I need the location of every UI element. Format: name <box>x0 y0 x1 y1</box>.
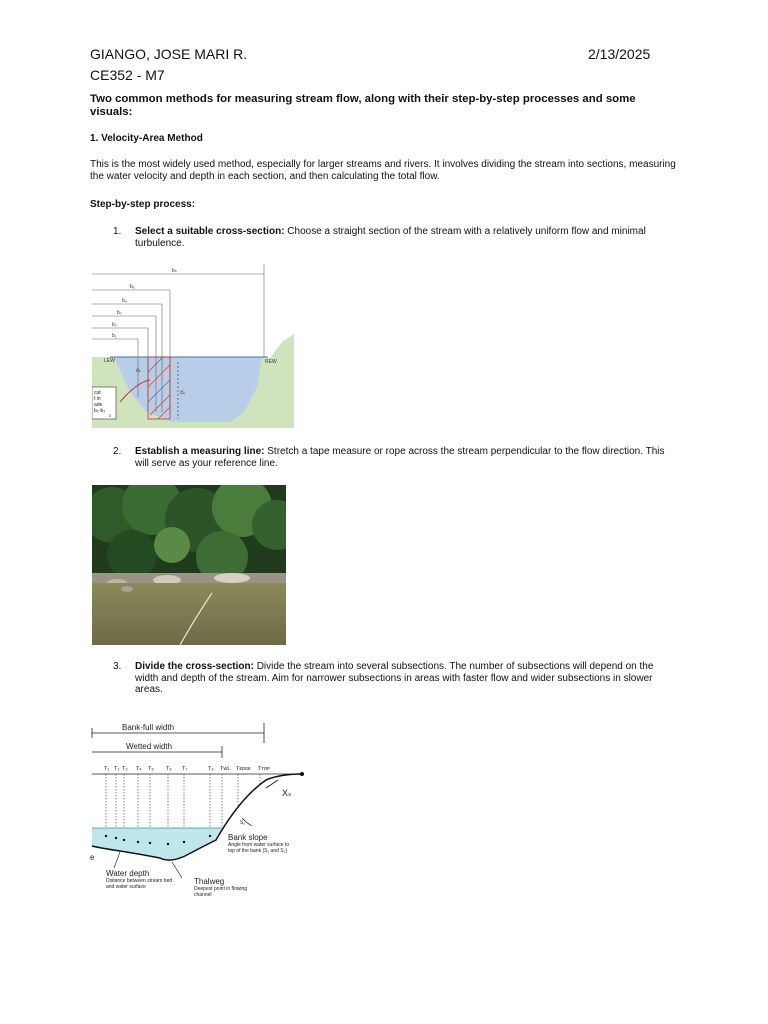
step-title: Establish a measuring line: <box>135 446 265 457</box>
legend-line: ade <box>94 402 103 408</box>
depth-label: d₄ <box>180 390 185 396</box>
xs-label: Xₛ <box>282 788 292 798</box>
dim-label: b₅ <box>130 284 135 290</box>
edge-label: e <box>90 853 95 862</box>
tick-label: T₉ <box>208 766 214 772</box>
depth-label: dₙ <box>136 368 141 374</box>
water-depth-desc: Distance between stream bed and water surface <box>106 878 173 890</box>
section-description: This is the most widely used method, especially for larger streams and rivers. It involves dividing the stream into sections, measuring the water velocity and depth in each section, and then calculating the total flow. <box>90 159 676 182</box>
dim-label: bₙ <box>172 268 177 274</box>
tick-label: T₄ <box>136 766 142 772</box>
tick-label: T₆ <box>166 766 172 772</box>
slope-angle-label: S₁ <box>240 820 246 826</box>
step-3 <box>113 661 679 696</box>
step-number: 1. <box>113 226 122 237</box>
document-date: 2/13/2025 <box>588 46 651 62</box>
step-text: Divide the stream into several subsections. The number of subsections will depend on the width and depth of the stream. Aim for narrower subsections in areas with faster flow and wider subsections in slower areas. <box>135 661 654 695</box>
bank-slope-title: Bank slope <box>228 833 268 842</box>
tick-label: T₃ <box>122 766 128 772</box>
step-1 <box>113 226 679 249</box>
bank-slope-desc: Angle from water surface to top of the bank (S₁ and S₂) <box>228 842 290 854</box>
steps-heading: Step-by-step process: <box>90 199 196 210</box>
tick-label: Tᴇᴅɢᴇ <box>236 766 251 772</box>
cross-section-diagram <box>92 262 294 430</box>
section-heading: 1. Velocity-Area Method <box>90 133 203 144</box>
stream-photo <box>92 485 286 645</box>
left-edge-label: LEW <box>104 358 115 364</box>
step-text: Choose a straight section of the stream with a relatively uniform flow and minimal turbulence. <box>135 226 646 249</box>
water-area <box>92 828 222 860</box>
step-number: 2. <box>113 446 122 457</box>
dim-label: b₄ <box>122 298 127 304</box>
step-title: Divide the cross-section: <box>135 661 254 672</box>
step-number: 3. <box>113 661 122 672</box>
legend-line: cut <box>94 390 101 396</box>
legend-line: t in <box>94 396 101 402</box>
river-water <box>92 583 286 645</box>
thalweg-desc: Deepest point in flowing channel <box>194 886 248 898</box>
tick-label: T₅ <box>148 766 154 772</box>
tick-label: T₁ <box>104 766 110 772</box>
tick-label: T₂ <box>114 766 120 772</box>
dim-label: b₃ <box>117 310 122 316</box>
channel-subsection-diagram <box>90 718 312 908</box>
document-title: Two common methods for measuring stream flow, along with their step-by-step processes and some visuals: <box>90 93 636 118</box>
dim-label: b₁ <box>112 333 117 339</box>
right-edge-label: REW <box>265 359 277 365</box>
bank-full-width-label: Bank-full width <box>122 723 175 732</box>
step-2 <box>113 446 679 469</box>
tick-label: T₇ <box>182 766 188 772</box>
tick-label: TᴡL <box>220 766 231 772</box>
thalweg-title: Thalweg <box>194 877 225 886</box>
legend-line: b₅-b₃ <box>94 408 106 414</box>
step-text: Stretch a tape measure or rope across the stream perpendicular to the flow direction. This will serve as your reference line. <box>135 446 665 469</box>
dim-label: b₂ <box>112 322 117 328</box>
water-depth-title: Water depth <box>106 869 150 878</box>
course-code: CE352 - M7 <box>90 67 165 83</box>
tick-label: Tᴛᴏᴘ <box>258 766 270 772</box>
wetted-width-label: Wetted width <box>126 742 173 751</box>
legend-line: 2 <box>109 413 112 418</box>
student-name: GIANGO, JOSE MARI R. <box>90 46 248 62</box>
step-title: Select a suitable cross-section: <box>135 226 285 237</box>
